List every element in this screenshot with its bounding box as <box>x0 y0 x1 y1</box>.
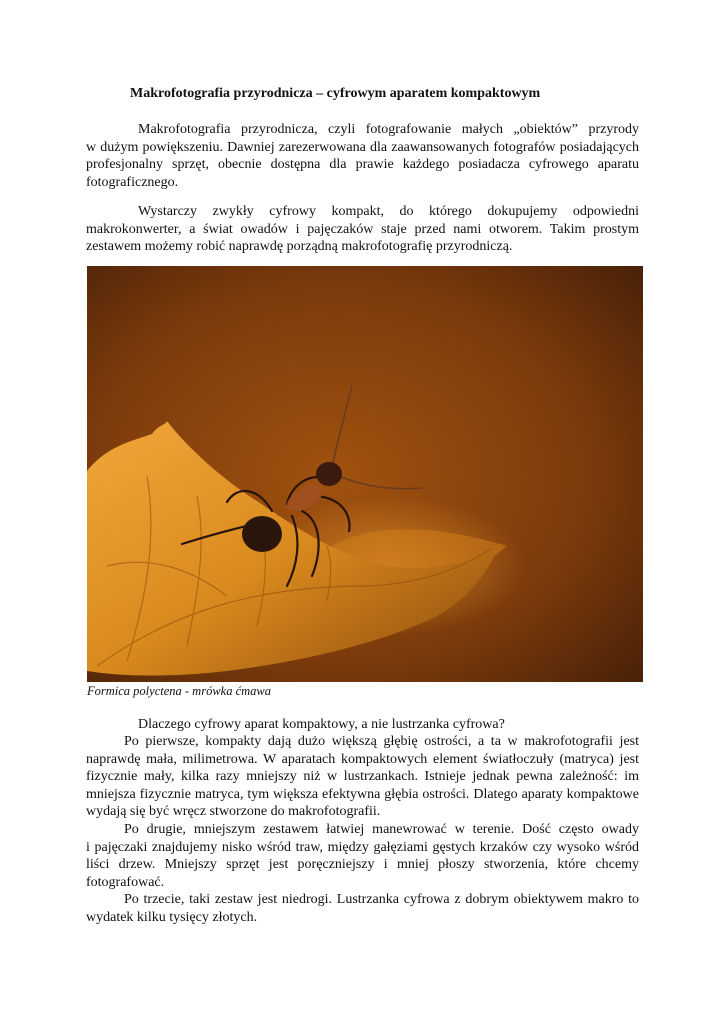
text-line: fotograficznego. <box>86 174 179 190</box>
text-line: fotografować. <box>86 874 165 890</box>
body-paragraph-2 <box>86 733 639 821</box>
text-line: makrokonwerter, a świat owadów i pajęczaków staje przed nami otworem. Takim prostym <box>86 221 639 237</box>
text-line: zestawem możemy robić naprawdę porządną makrofotografię przyrodniczą. <box>86 239 513 254</box>
intro-paragraph-2 <box>86 203 639 256</box>
text-line: mniejsza fizycznie matryca, tym większa efektywna głębia ostrości. Dlatego aparaty kompaktowe <box>86 786 639 802</box>
document-title: Makrofotografia przyrodnicza – cyfrowym aparatem kompaktowym <box>130 86 541 101</box>
text-line: wydają się być wręcz stworzone do makrofotografii. <box>86 804 381 819</box>
body-paragraph-1 <box>86 716 639 734</box>
body-paragraph-3 <box>86 821 639 891</box>
text-line: Po drugie, mniejszym zestawem łatwiej manewrować w terenie. Dość często owady <box>124 822 639 837</box>
text-line: naprawdę mała, milimetrowa. W aparatach kompaktowych element światłoczuły (matryca) jest <box>86 751 639 767</box>
text-line: w dużym powiększeniu. Dawniej zarezerwowana dla zaawansowanych fotografów posiadających <box>86 139 639 155</box>
text-line: Po trzecie, taki zestaw jest niedrogi. Lustrzanka cyfrowa z dobrym obiektywem makro to <box>124 892 639 907</box>
text-line: Dlaczego cyfrowy aparat kompaktowy, a nie lustrzanka cyfrowa? <box>138 717 505 732</box>
text-line: liści drzew. Mniejszy sprzęt jest poręczniejszy i mniej płoszy stworzenia, które chcemy <box>86 857 639 872</box>
ant-photo <box>87 266 643 682</box>
text-line: i pajęczaki znajdujemy nisko wśród traw, między gałęziami gęstych krzaków czy wysoko wśród <box>86 839 639 855</box>
body-paragraph-4 <box>86 891 639 926</box>
photo-caption: Formica polyctena - mrówka ćmawa <box>87 684 271 698</box>
text-line: wydatek kilku tysięcy złotych. <box>86 909 258 925</box>
text-line: Po pierwsze, kompakty dają dużo większą głębię ostrości, a ta w makrofotografii jest <box>124 734 639 749</box>
text-line: fizycznie mały, kilka razy mniejszy niż w lustrzankach. Istnieje jednak pewna zależność: im <box>86 769 639 784</box>
intro-paragraph-1 <box>86 121 639 191</box>
text-line: Wystarczy zwykły cyfrowy kompakt, do którego dokupujemy odpowiedni <box>138 204 639 219</box>
text-line: Makrofotografia przyrodnicza, czyli fotografowanie małych „obiektów” przyrody <box>138 122 639 137</box>
text-line: profesjonalny sprzęt, obecnie dostępna dla prawie każdego posiadacza cyfrowego aparatu <box>86 157 639 172</box>
ant-on-leaf-image <box>87 266 643 682</box>
